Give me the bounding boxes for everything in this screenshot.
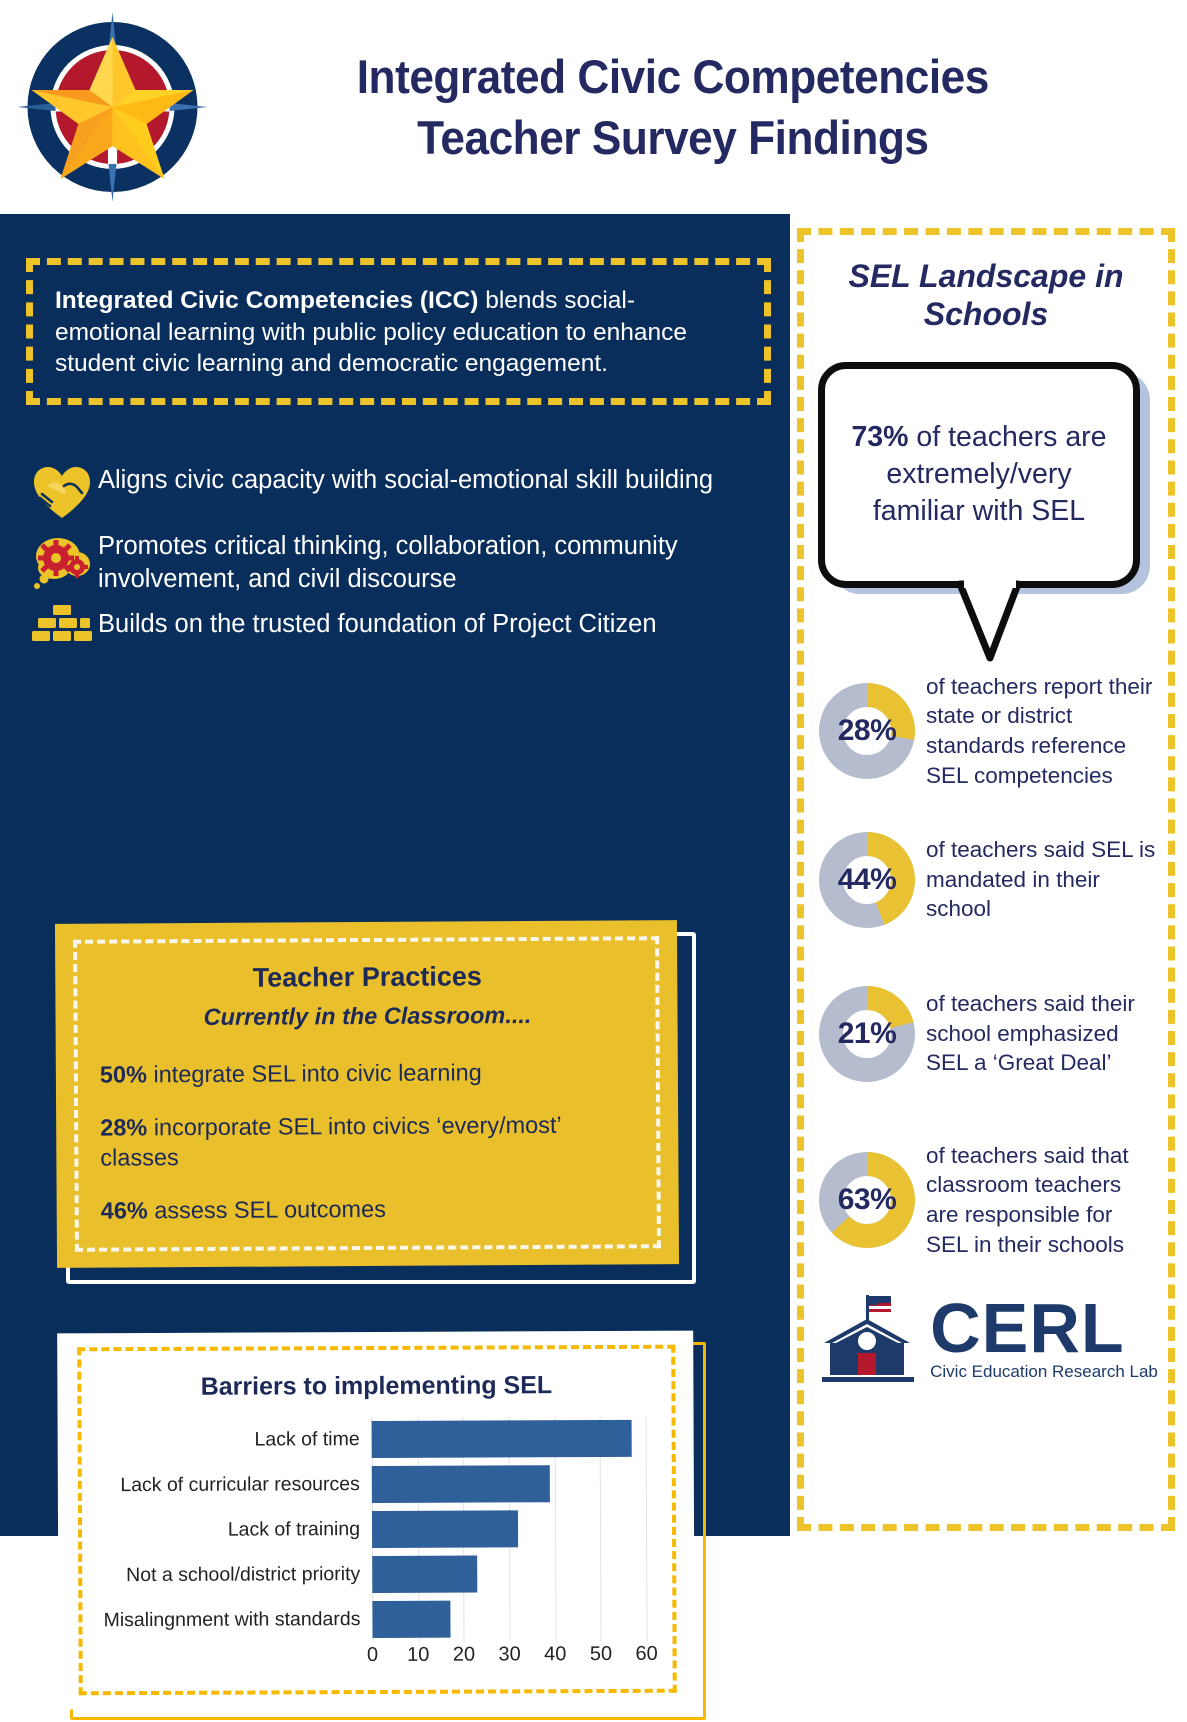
barriers-chart-axis <box>89 1642 658 1673</box>
bar-category-label: Lack of curricular resources <box>120 1473 360 1497</box>
donut-stat-row <box>818 831 1158 929</box>
speech-bubble <box>818 362 1140 588</box>
list-item-label: Aligns civic capacity with social-emotional skill building <box>98 466 714 494</box>
compass-star-logo <box>10 7 215 207</box>
bar-category-label: Lack of training <box>227 1518 361 1541</box>
bar-row <box>88 1416 646 1463</box>
bar-track <box>372 1506 646 1552</box>
sel-familiarity-callout <box>810 358 1162 658</box>
bar-track <box>372 1416 646 1462</box>
donut-chart <box>818 1151 916 1249</box>
icc-feature-list <box>26 462 782 650</box>
brain-gears-icon <box>26 528 98 590</box>
donut-description: of teachers said their school emphasized SEL a ‘Great Deal’ <box>926 991 1135 1076</box>
stat-value: 28% <box>100 1113 148 1141</box>
page-title <box>244 46 1158 168</box>
xtick-label: 50 <box>589 1642 613 1666</box>
stat-value: 46% <box>100 1196 148 1224</box>
stat-value: 50% <box>99 1061 148 1088</box>
barriers-chart-plot <box>88 1416 658 1668</box>
barriers-chart-body <box>57 1331 695 1710</box>
donut-value: 21% <box>837 1016 897 1050</box>
donut-value: 28% <box>837 714 897 748</box>
teacher-practices-stat <box>100 1109 636 1173</box>
donut-description: of teachers said SEL is mandated in their school <box>926 837 1156 922</box>
bar-track <box>372 1596 646 1642</box>
bar-row <box>88 1506 646 1553</box>
teacher-practices-title: Teacher Practices <box>252 961 482 993</box>
teacher-practices-body <box>55 920 679 1268</box>
bar-category-label: Misalingnment with standards <box>103 1608 361 1632</box>
barriers-chart-xticks <box>366 1642 658 1672</box>
sel-donut-stats <box>804 672 1168 1260</box>
page-header <box>0 0 1187 214</box>
bar-category-label: Lack of time <box>254 1428 360 1451</box>
bar-track <box>372 1461 646 1507</box>
donut-stat-row <box>818 1141 1158 1260</box>
cerl-tagline: Civic Education Research Lab <box>930 1362 1158 1382</box>
speech-bubble-label: of teachers are extremely/very familiar with SEL <box>872 421 1107 528</box>
bar <box>372 1420 632 1458</box>
teacher-practices-stat <box>100 1056 636 1090</box>
xtick-label: 0 <box>366 1643 379 1667</box>
bar-category-label: Not a school/district priority <box>126 1563 361 1587</box>
bar-row <box>88 1551 646 1598</box>
speech-bubble-value: 73% <box>851 421 909 454</box>
list-item-label: Builds on the trusted foundation of Project Citizen <box>98 609 657 638</box>
list-item-label: Promotes critical thinking, collaboration, community involvement, and civil discourse <box>98 532 678 594</box>
icc-definition-rest: blends social-emotional learning with public policy education to enhance student civic learning and democratic engagement. <box>55 287 687 378</box>
bar-row <box>88 1461 646 1508</box>
teacher-practices-stats <box>100 1056 637 1225</box>
teacher-practices-inner <box>73 936 661 1252</box>
sel-landscape-title: SEL Landscape in Schools <box>848 258 1124 333</box>
bar <box>372 1556 477 1593</box>
donut-value: 44% <box>837 862 897 896</box>
barriers-chart-title: Barriers to implementing SEL <box>200 1371 553 1401</box>
xtick-label: 60 <box>635 1642 658 1665</box>
list-item <box>26 462 782 524</box>
donut-value: 63% <box>837 1182 897 1216</box>
speech-bubble-text <box>825 419 1133 530</box>
donut-description: of teachers report their state or district standards reference SEL competencies <box>926 673 1153 788</box>
xtick-label: 40 <box>544 1643 567 1666</box>
cerl-logo <box>804 1291 1168 1387</box>
xtick-label: 30 <box>498 1643 521 1666</box>
list-item <box>26 528 782 596</box>
icc-definition-lead: Integrated Civic Competencies (ICC) <box>55 287 479 314</box>
stat-label: assess SEL outcomes <box>147 1195 386 1223</box>
speech-bubble-tail <box>960 584 1030 660</box>
teacher-practices-subtitle: Currently in the Classroom.... <box>203 1001 532 1030</box>
donut-description: of teachers said that classroom teachers are responsible for SEL in their schools <box>926 1142 1129 1257</box>
barriers-chart-rows <box>88 1416 647 1643</box>
bar-track <box>372 1551 646 1597</box>
barriers-chart-card <box>58 1332 708 1722</box>
icc-definition-box <box>26 258 771 405</box>
teacher-practices-card <box>56 922 686 1282</box>
left-panel <box>0 214 790 1667</box>
donut-chart <box>818 831 916 929</box>
teacher-practices-stat <box>101 1192 637 1226</box>
list-item <box>26 600 782 646</box>
donut-chart <box>818 682 916 780</box>
stat-label: incorporate SEL into civics ‘every/most’ classes <box>100 1111 561 1171</box>
xtick-label: 20 <box>452 1643 476 1666</box>
bar-row <box>88 1596 646 1643</box>
bar <box>372 1601 450 1638</box>
bricks-foundation-icon <box>26 600 98 646</box>
donut-chart <box>818 985 916 1083</box>
right-panel <box>797 228 1175 1531</box>
handshake-heart-icon <box>26 462 98 524</box>
barriers-chart-inner <box>77 1345 677 1696</box>
cerl-acronym: CERL <box>930 1289 1125 1368</box>
page-title-line-1: Integrated Civic Competencies <box>356 49 989 103</box>
bar <box>372 1465 550 1503</box>
stat-label: integrate SEL into civic learning <box>146 1059 482 1088</box>
schoolhouse-flag-icon <box>814 1291 924 1387</box>
donut-stat-row <box>818 985 1158 1083</box>
xtick-label: 10 <box>407 1643 430 1666</box>
cerl-wordmark <box>930 1289 1158 1382</box>
donut-stat-row <box>818 672 1158 791</box>
page-title-line-2: Teacher Survey Findings <box>417 111 929 164</box>
bar <box>372 1510 518 1548</box>
